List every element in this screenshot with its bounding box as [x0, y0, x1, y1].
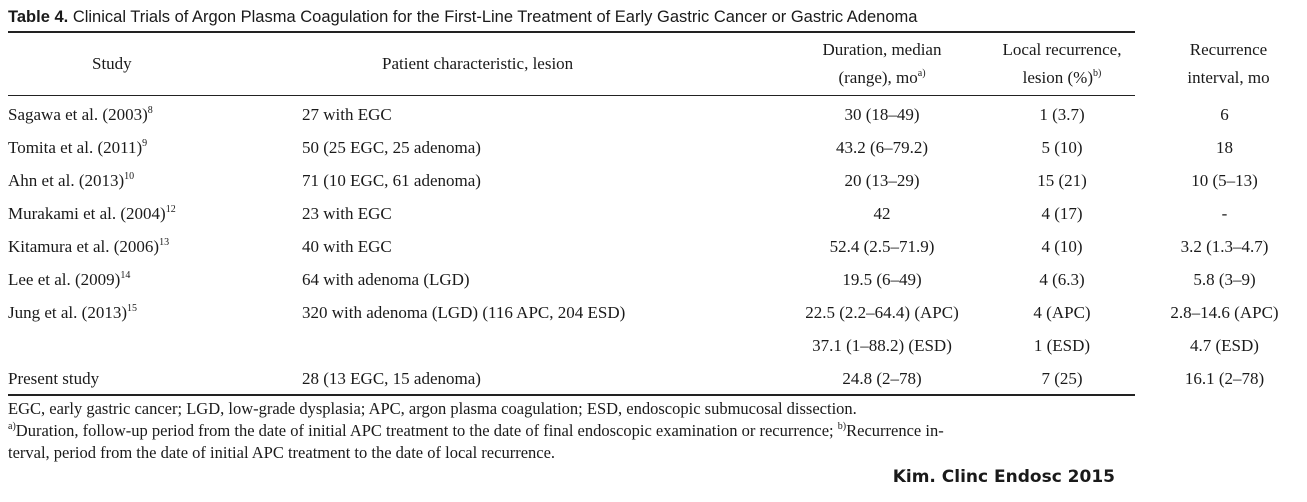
recurrence-cell: 4 (17): [1041, 204, 1083, 223]
study-cell: [8, 263, 302, 296]
recurrence-cell: 15 (21): [1037, 171, 1087, 190]
study-cell: [8, 230, 302, 263]
header-interval-line1: Recurrence: [1189, 40, 1268, 59]
footnote-a-text: Duration, follow-up period from the date of initial APC treatment to the date of final endoscopic examination or recurrence;: [15, 421, 838, 440]
reference-number: 12: [165, 204, 176, 215]
interval-cell: -: [1221, 204, 1228, 223]
table-row: [8, 362, 1307, 395]
study-cell: [8, 296, 302, 329]
reference-number: 14: [120, 270, 131, 281]
interval-cell: 4.7 (ESD): [1190, 336, 1259, 355]
study-cell: [8, 95, 302, 131]
characteristic-cell: [302, 329, 782, 362]
study-cell: [8, 329, 302, 362]
duration-cell: 37.1 (1–88.2) (ESD): [812, 336, 952, 355]
study-cell: [8, 362, 302, 395]
footnote-b-text: Recurrence in-: [846, 421, 944, 440]
study-name: Ahn et al. (2013): [8, 171, 125, 190]
table-row: [8, 95, 1307, 131]
header-interval: [1142, 33, 1307, 95]
duration-cell: 30 (18–49): [844, 105, 920, 124]
characteristic-cell: 23 with EGC: [302, 204, 392, 223]
definitions-note: [8, 420, 1135, 442]
definitions-note-continued: terval, period from the date of initial APC treatment to the date of local recurrence.: [8, 443, 556, 462]
footnote-b-marker: b): [837, 421, 847, 432]
interval-cell: 10 (5–13): [1191, 171, 1258, 190]
reference-number: 8: [147, 105, 153, 116]
table-footnotes: [8, 398, 1135, 464]
reference-number: 10: [124, 171, 135, 182]
characteristic-cell: 40 with EGC: [302, 237, 392, 256]
reference-number: 13: [159, 237, 170, 248]
study-name: Present study: [8, 369, 100, 388]
table-row: [8, 296, 1307, 329]
study-cell: [8, 197, 302, 230]
interval-cell: 2.8–14.6 (APC): [1170, 303, 1279, 322]
study-name: Sagawa et al. (2003): [8, 105, 148, 124]
study-cell: [8, 131, 302, 164]
table-row: [8, 197, 1307, 230]
header-characteristic: Patient characteristic, lesion: [382, 54, 574, 73]
reference-number: 15: [126, 303, 137, 314]
table-row: [8, 329, 1307, 362]
characteristic-cell: 27 with EGC: [302, 105, 392, 124]
study-name: Murakami et al. (2004): [8, 204, 166, 223]
duration-cell: 19.5 (6–49): [842, 270, 922, 289]
footnote-marker-b: b): [1093, 68, 1102, 79]
header-recurrence-line1: Local recurrence,: [1002, 40, 1122, 59]
header-duration-line1: Duration, median: [822, 40, 942, 59]
header-recurrence: [982, 33, 1142, 95]
table-title: Clinical Trials of Argon Plasma Coagulation for the First-Line Treatment of Early Gastric Cancer or Gastric Adenoma: [72, 8, 918, 26]
interval-cell: 5.8 (3–9): [1193, 270, 1256, 289]
characteristic-cell: 71 (10 EGC, 61 adenoma): [302, 171, 481, 190]
interval-cell: 18: [1216, 138, 1233, 157]
duration-cell: 20 (13–29): [844, 171, 920, 190]
duration-cell: 24.8 (2–78): [842, 369, 922, 388]
source-credit: Kim. Clinc Endosc 2015: [892, 467, 1115, 487]
clinical-trials-table: [8, 33, 1307, 395]
header-recurrence-line2: lesion (%): [1022, 68, 1093, 87]
recurrence-cell: 5 (10): [1041, 138, 1083, 157]
table-label: Table 4.: [8, 8, 69, 26]
table-row: [8, 263, 1307, 296]
study-name: Kitamura et al. (2006): [8, 237, 160, 256]
header-row: [8, 33, 1307, 95]
characteristic-cell: 28 (13 EGC, 15 adenoma): [302, 369, 481, 388]
study-name: Lee et al. (2009): [8, 270, 121, 289]
study-cell: [8, 164, 302, 197]
table-caption: [8, 6, 1135, 28]
interval-cell: 16.1 (2–78): [1184, 369, 1265, 388]
reference-number: 9: [142, 138, 148, 149]
duration-cell: 52.4 (2.5–71.9): [829, 237, 935, 256]
recurrence-cell: 7 (25): [1041, 369, 1083, 388]
header-study: Study: [92, 54, 132, 73]
header-duration-line2: (range), mo: [838, 68, 918, 87]
recurrence-cell: 4 (APC): [1033, 303, 1091, 322]
interval-cell: 3.2 (1.3–4.7): [1180, 237, 1269, 256]
table-row: [8, 230, 1307, 263]
recurrence-cell: 1 (ESD): [1033, 336, 1091, 355]
study-name: Jung et al. (2013): [8, 303, 127, 322]
footnote-a-marker: a): [8, 421, 16, 432]
characteristic-cell: 50 (25 EGC, 25 adenoma): [302, 138, 481, 157]
characteristic-cell: 320 with adenoma (LGD) (116 APC, 204 ESD): [302, 303, 626, 322]
characteristic-cell: 64 with adenoma (LGD): [302, 270, 470, 289]
table-row: [8, 164, 1307, 197]
abbreviations-note: EGC, early gastric cancer; LGD, low-grade dysplasia; APC, argon plasma coagulation; ESD, endoscopic submucosal dissection.: [8, 399, 857, 418]
header-duration: [782, 33, 982, 95]
duration-cell: 43.2 (6–79.2): [835, 138, 929, 157]
recurrence-cell: 4 (10): [1041, 237, 1083, 256]
header-interval-line2: interval, mo: [1187, 68, 1270, 87]
recurrence-cell: 4 (6.3): [1039, 270, 1085, 289]
table-row: [8, 131, 1307, 164]
footnote-marker-a: a): [917, 68, 926, 79]
interval-cell: 6: [1220, 105, 1229, 124]
duration-cell: 42: [873, 204, 891, 223]
study-name: Tomita et al. (2011): [8, 138, 143, 157]
duration-cell: 22.5 (2.2–64.4) (APC): [805, 303, 959, 322]
recurrence-cell: 1 (3.7): [1039, 105, 1085, 124]
